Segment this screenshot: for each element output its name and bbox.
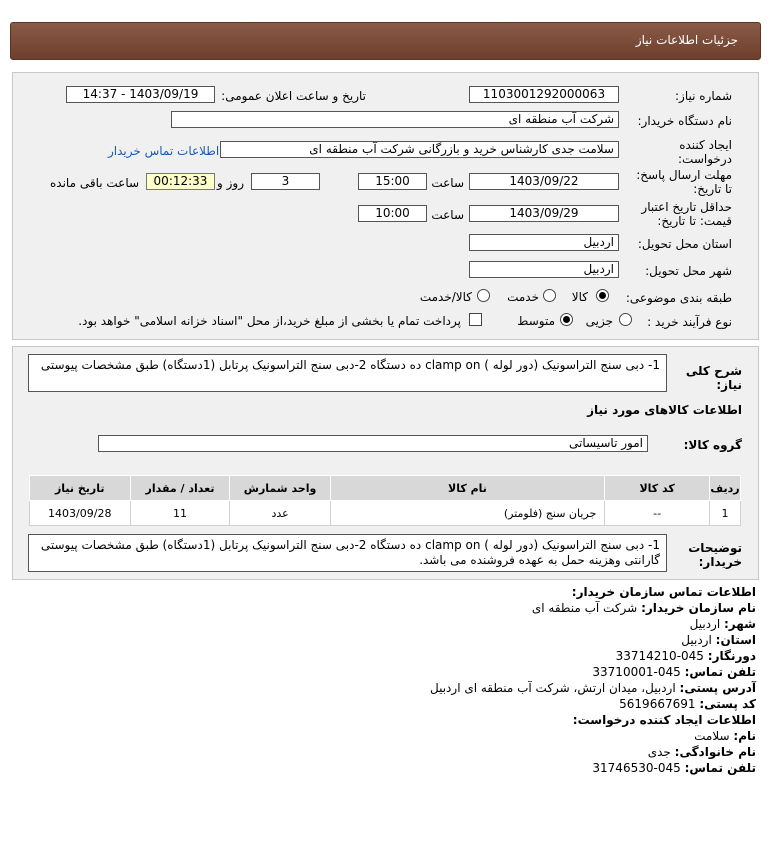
contact-phone-value: 045-33710001 (592, 665, 681, 679)
payment-note: پرداخت تمام یا بخشی از مبلغ خرید،از محل "اسناد خزانه اسلامی" خواهد بود. (78, 314, 461, 328)
buyer-contact-link[interactable]: اطلاعات تماس خریدار (108, 144, 220, 158)
buyer-notes-text: 1- دبی سنج التراسونیک (دور لوله ) clamp on ده دستگاه 2-دبی سنج التراسونیک پرتابل (1دستگاه) طبق مشخصات پیوستی گارانتی وهزینه حمل به عهده فروشنده می باشد. (28, 534, 667, 572)
creator-last-name-value: جدی (647, 745, 671, 759)
cell-row: 1 (710, 501, 741, 526)
contact-province-label: استان: (715, 633, 756, 647)
announce-datetime-field: 1403/09/19 - 14:37 (66, 86, 215, 103)
need-number-label: شماره نیاز: (675, 89, 732, 103)
contact-postal-value: 5619667691 (619, 697, 696, 711)
province-label: استان محل تحویل: (637, 237, 732, 251)
contact-phone-label: تلفن تماس: (684, 665, 756, 679)
col-quantity: تعداد / مقدار (130, 476, 230, 501)
deadline-date-field: 1403/09/22 (469, 173, 619, 190)
creator-phone-value: 045-31746530 (592, 761, 681, 775)
creator-field: سلامت جدی کارشناس خرید و بازرگانی شرکت آب منطقه ای (220, 141, 619, 158)
creator-first-name-value: سلامت (694, 729, 730, 743)
need-number-field: 1103001292000063 (469, 86, 619, 103)
process-minor-radio[interactable] (619, 313, 632, 326)
contact-city-value: اردبیل (689, 617, 721, 631)
category-both-label: کالا/خدمت (419, 290, 472, 304)
province-field: اردبیل (469, 234, 619, 251)
col-unit: واحد شمارش (230, 476, 330, 501)
col-code: کد کالا (605, 476, 710, 501)
creator-last-name-label: نام خانوادگی: (674, 745, 756, 759)
contact-fax-value: 045-33714210 (615, 649, 704, 663)
buyer-org-field: شرکت آب منطقه ای (171, 111, 619, 128)
city-label: شهر محل تحویل: (645, 264, 732, 278)
contact-city (690, 617, 756, 631)
category-both-radio[interactable] (477, 289, 490, 302)
announce-label: تاریخ و ساعت اعلان عمومی: (221, 89, 366, 103)
creator-first-name-label: نام: (733, 729, 756, 743)
page-header (10, 22, 761, 60)
process-medium-label: متوسط (517, 314, 555, 328)
creator-label: ایجاد کننده درخواست: (678, 138, 732, 166)
goods-table (29, 475, 741, 526)
deadline-label: مهلت ارسال پاسخ: تا تاریخ: (636, 168, 732, 196)
creator-last-name (648, 745, 756, 759)
contact-buyer-name-value: شرکت آب منطقه ای (531, 601, 638, 615)
remaining-label: ساعت باقی مانده (50, 176, 140, 190)
goods-table-header (30, 476, 741, 501)
col-date: تاریخ نیاز (30, 476, 131, 501)
goods-section-title: اطلاعات کالاهای مورد نیاز (587, 403, 742, 417)
remaining-timer: 00:12:33 (146, 173, 215, 190)
contact-fax-label: دورنگار: (707, 649, 756, 663)
treasury-checkbox[interactable] (469, 313, 482, 326)
process-medium-radio[interactable] (560, 313, 573, 326)
contact-province-value: اردبیل (681, 633, 712, 647)
creator-phone-label: تلفن تماس: (684, 761, 756, 775)
contact-buyer-name (532, 601, 756, 615)
goods-group-label: گروه کالا: (683, 438, 742, 452)
buyer-notes-label: توضیحات خریدار: (688, 541, 742, 569)
creator-info-title: اطلاعات ایجاد کننده درخواست: (572, 713, 756, 727)
summary-text: 1- دبی سنج التراسونیک (دور لوله ) clamp on ده دستگاه 2-دبی سنج التراسونیک پرتابل (1دستگاه) طبق مشخصات پیوستی (28, 354, 667, 392)
validity-time-label: ساعت (431, 208, 464, 222)
category-goods-radio[interactable] (596, 289, 609, 302)
contact-city-label: شهر: (724, 617, 756, 631)
category-label: طبقه بندی موضوعی: (625, 291, 732, 305)
contact-postal (619, 697, 756, 711)
deadline-time-label: ساعت (431, 176, 464, 190)
cell-quantity: 11 (130, 501, 230, 526)
col-row: ردیف (710, 476, 741, 501)
contact-address (430, 681, 756, 695)
contact-fax (616, 649, 756, 663)
contact-postal-label: کد پستی: (699, 697, 756, 711)
summary-label: شرح کلی نیاز: (685, 364, 742, 392)
category-goods-label: کالا (571, 290, 588, 304)
days-label: روز و (217, 176, 244, 190)
cell-name: جریان سنج (فلومتر) (330, 501, 605, 526)
contact-buyer-name-label: نام سازمان خریدار: (641, 601, 756, 615)
process-label: نوع فرآیند خرید : (647, 315, 732, 329)
creator-phone (592, 761, 756, 775)
cell-date: 1403/09/28 (30, 501, 131, 526)
contact-title: اطلاعات تماس سازمان خریدار: (571, 585, 756, 599)
contact-province (681, 633, 756, 647)
page-title: جزئیات اطلاعات نیاز (635, 33, 738, 47)
days-field: 3 (251, 173, 320, 190)
creator-first-name (694, 729, 756, 743)
city-field: اردبیل (469, 261, 619, 278)
category-service-label: خدمت (507, 290, 539, 304)
deadline-time-field: 15:00 (358, 173, 427, 190)
goods-group-field: امور تاسیساتی (98, 435, 648, 452)
table-row (30, 501, 741, 526)
process-minor-label: جزیی (585, 314, 613, 328)
cell-code: -- (605, 501, 710, 526)
buyer-org-label: نام دستگاه خریدار: (637, 114, 732, 128)
contact-phone (592, 665, 756, 679)
contact-address-value: اردبیل، میدان ارتش، شرکت آب منطقه ای اردبیل (430, 681, 676, 695)
contact-address-label: آدرس پستی: (679, 681, 756, 695)
col-name: نام کالا (330, 476, 605, 501)
validity-label: حداقل تاریخ اعتبار قیمت: تا تاریخ: (641, 200, 732, 228)
category-service-radio[interactable] (543, 289, 556, 302)
cell-unit: عدد (230, 501, 330, 526)
validity-date-field: 1403/09/29 (469, 205, 619, 222)
validity-time-field: 10:00 (358, 205, 427, 222)
